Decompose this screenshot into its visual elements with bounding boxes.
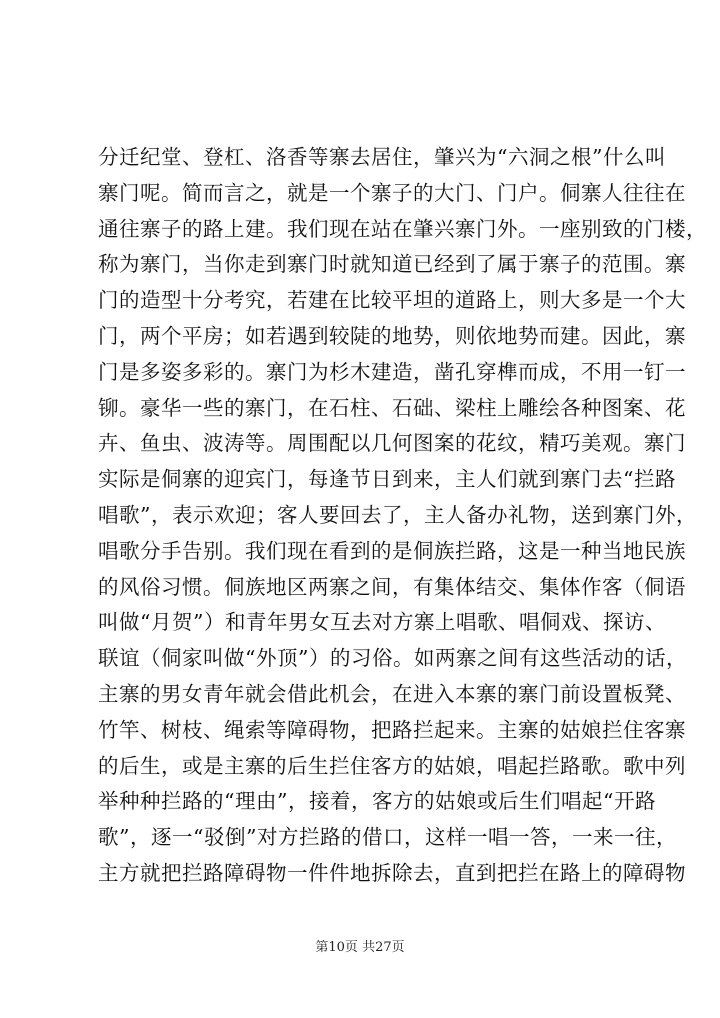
text-line: 歌”，逐一“驳倒”对方拦路的借口，这样一唱一答，一来一往，: [98, 825, 677, 850]
text-line: 的后生，或是主寨的后生拦住客方的姑娘，唱起拦路歌。歌中列: [98, 753, 686, 778]
text-line: 门，两个平房；如若遇到较陡的地势，则依地势而建。因此，寨: [98, 323, 686, 348]
text-line: 门的造型十分考究，若建在比较平坦的道路上，则大多是一个大: [98, 288, 686, 313]
text-line: 实际是侗寨的迎宾门，每逢节日到来，主人们就到寨门去“拦路: [98, 467, 676, 492]
text-line: 的风俗习惯。侗族地区两寨之间，有集体结交、集体作客（侗语: [98, 574, 686, 599]
text-line: 分迁纪堂、登杠、洛香等寨去居住，肇兴为“六洞之根”什么叫: [98, 145, 666, 169]
text-line: 唱歌”，表示欢迎；客人要回去了，主人备办礼物，送到寨门外，: [98, 502, 697, 527]
text-line: 举种种拦路的“理由”，接着，客方的姑娘或后生们唱起“开路: [98, 789, 656, 814]
text-line: 唱歌分手告别。我们现在看到的是侗族拦路，这是一种当地民族: [98, 538, 686, 563]
text-line: 主寨的男女青年就会借此机会，在进入本寨的寨门前设置板凳、: [98, 681, 686, 706]
text-line: 门是多姿多彩的。寨门为杉木建造，凿孔穿榫而成，不用一钉一: [98, 359, 686, 384]
text-line: 联谊（侗家叫做“外顶”）的习俗。如两寨之间有这些活动的话，: [98, 646, 687, 671]
text-line: 竹竿、树枝、绳索等障碍物，把路拦起来。主寨的姑娘拦住客寨: [98, 717, 686, 742]
text-line: 寨门呢。简而言之，就是一个寨子的大门、门户。侗寨人往往在: [98, 180, 686, 205]
text-line: 铆。豪华一些的寨门，在石柱、石础、梁柱上雕绘各种图案、花: [98, 395, 686, 420]
text-line: 卉、鱼虫、波涛等。周围配以几何图案的花纹，精巧美观。寨门: [98, 431, 686, 456]
text-line: 通往寨子的路上建。我们现在站在肇兴寨门外。一座别致的门楼，: [98, 216, 707, 241]
page-footer: 第10页 共27页: [315, 940, 405, 955]
text-line: 叫做“月贺”）和青年男女互去对方寨上唱歌、唱侗戏、探访、: [98, 610, 666, 635]
document-body: [98, 140, 707, 892]
text-line: 主方就把拦路障碍物一件件地拆除去，直到把拦在路上的障碍物: [98, 860, 686, 885]
text-line: 称为寨门，当你走到寨门时就知道已经到了属于寨子的范围。寨: [98, 252, 686, 277]
